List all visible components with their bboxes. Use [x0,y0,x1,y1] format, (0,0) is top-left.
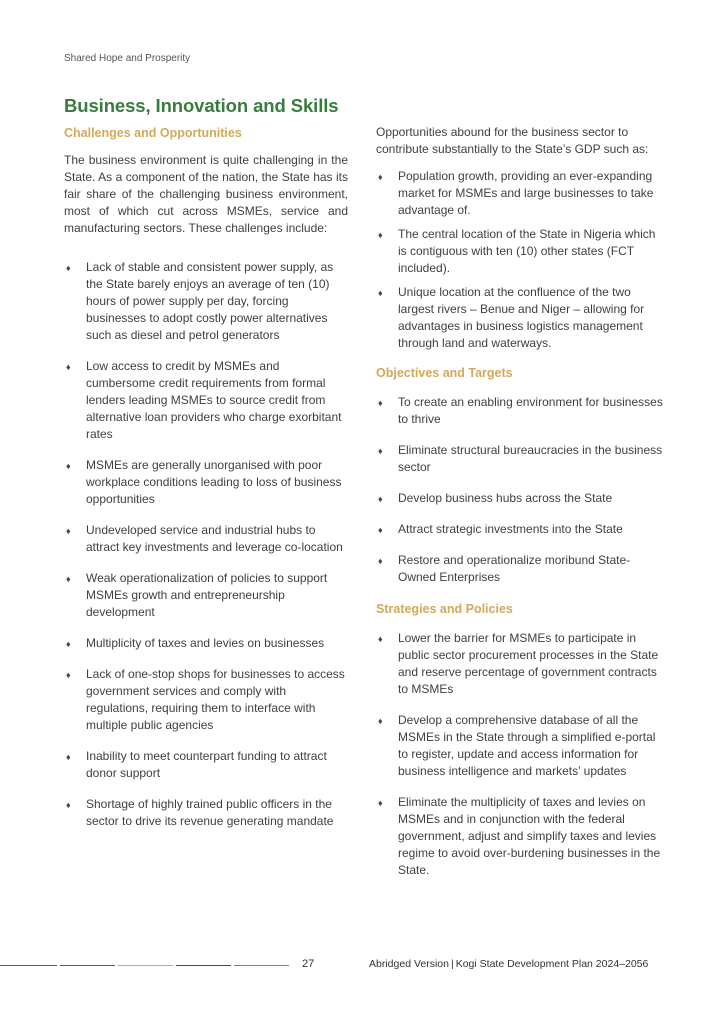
list-item: ♦ Weak operationalization of policies to support MSMEs growth and entrepreneurship development [66,571,328,619]
list-item: ♦ Lack of one-stop shops for businesses to access government services and comply with regulations, requiring them to interface with multiple public agencies [66,667,345,732]
challenges-heading: Challenges and Opportunities [64,126,242,140]
list-item: ♦ Lack of stable and consistent power supply, as the State barely enjoys an average of ten (10) hours of power supply per day, forcing businesses to adopt costly power alternatives such as diesel and petrol generators [66,260,334,342]
footer-rule-5 [234,965,289,966]
diamond-bullet-icon: ♦ [378,172,383,182]
diamond-bullet-icon: ♦ [66,461,71,471]
objectives-list [376,394,664,586]
list-item: ♦ Inability to meet counterpart funding to attract donor support [66,749,327,780]
list-item: ♦ Unique location at the confluence of the two largest rivers – Benue and Niger – allowing for advantages in business logistics management through land and waterways. [378,285,645,350]
diamond-bullet-icon: ♦ [378,556,383,566]
diamond-bullet-icon: ♦ [378,525,383,535]
list-item: ♦ Multiplicity of taxes and levies on businesses [64,635,348,652]
diamond-bullet-icon: ♦ [378,446,383,456]
left-column [64,124,348,844]
footer-rule-2 [60,965,115,966]
footer-doc-prefix: Abridged Version [369,958,449,970]
footer-rule-4 [176,965,231,966]
list-item: ♦ Eliminate the multiplicity of taxes and levies on MSMEs and in conjunction with the federal government, adjust and simplify taxes and levies regime to avoid over-burdening businesses in the State. [378,795,661,877]
footer-doc-name: Kogi State Development Plan 2024–2056 [455,958,649,970]
list-item: ♦ Low access to credit by MSMEs and cumbersome credit requirements from formal lenders leading MSMEs to source credit from alternative loan providers who charge exorbitant rates [66,359,342,441]
diamond-bullet-icon: ♦ [378,494,383,504]
diamond-bullet-icon: ♦ [378,230,383,240]
right-column [376,124,664,893]
footer-separator: | [450,958,454,970]
list-item: ♦ Attract strategic investments into the State [376,521,664,538]
strategies-list [376,630,664,879]
section-title: Business, Innovation and Skills [64,95,339,116]
diamond-bullet-icon: ♦ [66,800,71,810]
list-item: ♦ To create an enabling environment for businesses to thrive [378,395,663,426]
diamond-bullet-icon: ♦ [66,526,71,536]
diamond-bullet-icon: ♦ [378,288,383,298]
list-item: ♦ Undeveloped service and industrial hubs to attract key investments and leverage co-location [66,523,343,554]
footer-rule-1 [0,965,57,966]
diamond-bullet-icon: ♦ [66,670,71,680]
list-item: ♦ Lower the barrier for MSMEs to participate in public sector procurement processes in the State and reserve percentage of government contracts to MSMEs [378,631,659,696]
diamond-bullet-icon: ♦ [378,798,383,808]
list-item: ♦ Eliminate structural bureaucracies in the business sector [378,443,663,474]
opportunities-intro: Opportunities abound for the business sector to contribute substantially to the State’s GDP such as: [376,125,649,156]
diamond-bullet-icon: ♦ [378,716,383,726]
list-item: ♦ Population growth, providing an ever-expanding market for MSMEs and large businesses to take advantage of. [378,169,654,217]
opportunities-list [376,168,664,352]
page-footer [0,958,724,974]
footer-rule-3 [118,965,173,966]
list-item: ♦ Develop business hubs across the State [376,490,664,507]
footer-document-title [369,958,648,970]
diamond-bullet-icon: ♦ [66,362,71,372]
list-item: ♦ The central location of the State in Nigeria which is contiguous with ten (10) other states (FCT included). [378,227,656,275]
challenges-list [64,259,348,830]
list-item: ♦ Develop a comprehensive database of all the MSMEs in the State through a simplified e-portal to register, update and access information for business intelligence and markets’ updates [378,713,656,778]
strategies-heading: Strategies and Policies [376,602,513,616]
list-item: ♦ Shortage of highly trained public officers in the sector to drive its revenue generating mandate [66,797,334,828]
running-header: Shared Hope and Prosperity [64,53,191,64]
list-item: ♦ MSMEs are generally unorganised with poor workplace conditions leading to loss of business opportunities [66,458,342,506]
diamond-bullet-icon: ♦ [66,752,71,762]
challenges-intro: The business environment is quite challenging in the State. As a component of the nation, the State has its fair share of the challenging business environment, most of which cut across MSMEs, service and manufacturing sectors. These challenges include: [64,153,348,235]
objectives-heading: Objectives and Targets [376,366,513,380]
diamond-bullet-icon: ♦ [378,634,383,644]
diamond-bullet-icon: ♦ [66,639,71,649]
page-number: 27 [302,958,315,970]
diamond-bullet-icon: ♦ [66,574,71,584]
list-item: ♦ Restore and operationalize moribund State-Owned Enterprises [378,553,631,584]
diamond-bullet-icon: ♦ [66,263,71,273]
diamond-bullet-icon: ♦ [378,398,383,408]
